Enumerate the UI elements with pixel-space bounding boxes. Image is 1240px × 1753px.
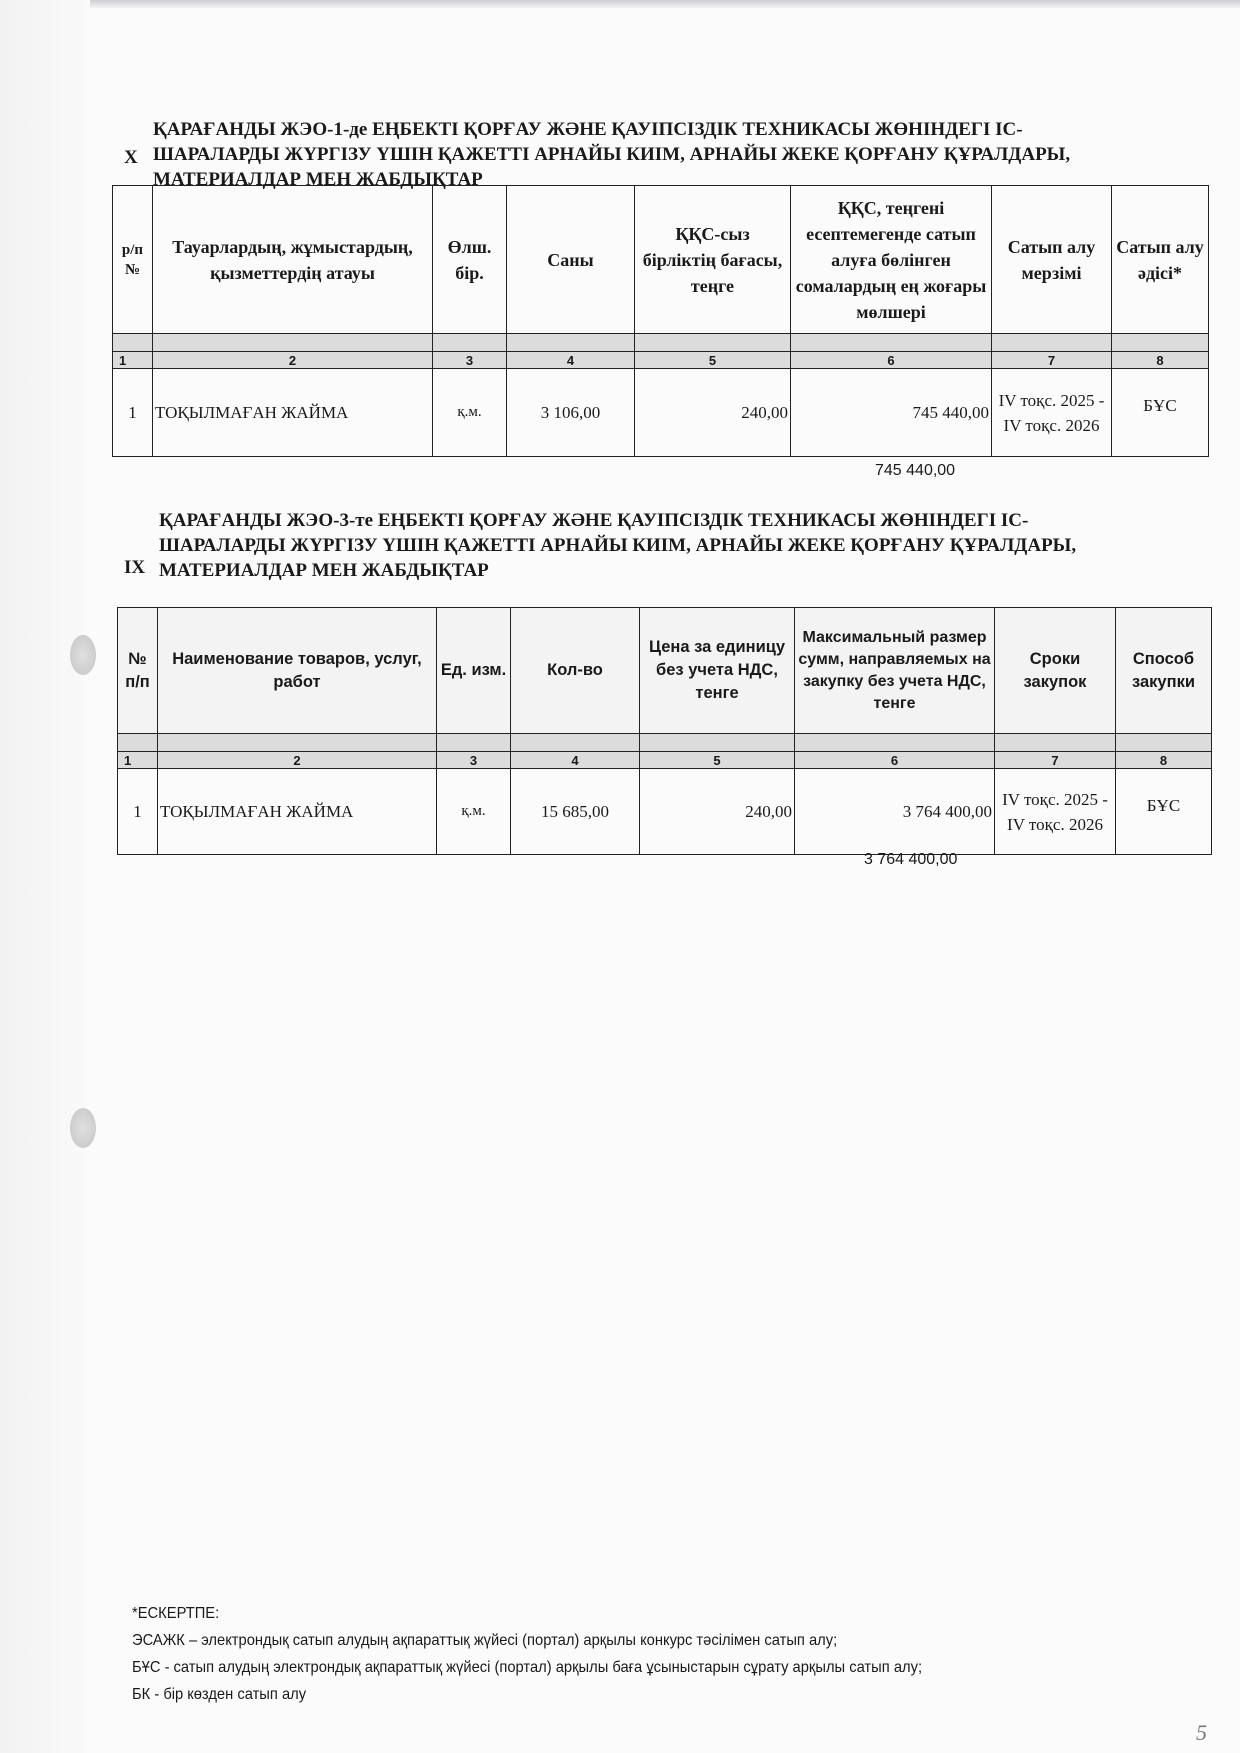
handwritten-page-number: 5 bbox=[1196, 1720, 1207, 1745]
column-number-row bbox=[118, 752, 1212, 769]
row-number: 1 bbox=[118, 769, 158, 855]
header-row bbox=[113, 186, 1209, 334]
section-title: ҚАРАҒАНДЫ ЖЭО-3-те ЕҢБЕКТІ ҚОРҒАУ ЖӘНЕ ҚАУІПСІЗДІК ТЕХНИКАСЫ ЖӨНІНДЕГІ ІС- ШАРАЛАРДЫ ЖҮРГІЗУ ҮШІН ҚАЖЕТТІ АРНАЙЫ КИІМ, АРНАЙЫ ЖЕКЕ ҚОРҒАНУ ҚҰРАЛДАРЫ, МАТЕРИАЛДАР МЕН ЖАБДЫҚТАР bbox=[159, 510, 1077, 581]
scan-top-edge bbox=[0, 0, 1240, 8]
punch-hole bbox=[70, 1108, 96, 1148]
punch-hole bbox=[70, 635, 96, 675]
header-cell: Ед. изм. bbox=[437, 608, 511, 734]
header-cell: Тауарлардың, жұмыстардың, қызметтердің атауы bbox=[153, 186, 433, 334]
unit-price: 240,00 bbox=[635, 369, 791, 457]
col-number: 1 bbox=[113, 352, 153, 369]
col-number: 5 bbox=[635, 352, 791, 369]
blank-row bbox=[118, 734, 1212, 752]
row-number: 1 bbox=[113, 369, 153, 457]
footnote-line: ЭСАЖК – электрондық сатып алудың ақпараттық жүйесі (портал) арқылы конкурс тәсілімен сатып алу; bbox=[132, 1632, 838, 1649]
item-name: ТОҚЫЛМАҒАН ЖАЙМА bbox=[153, 369, 433, 457]
col-number: 3 bbox=[433, 352, 507, 369]
footnote-line: БҰС - сатып алудың электрондық ақпараттық жүйесі (портал) арқылы баға ұсыныстарын сұрату арқылы сатып алу; bbox=[132, 1659, 923, 1676]
footnote bbox=[132, 1600, 922, 1708]
scan-left-margin bbox=[0, 0, 90, 1753]
unit: қ.м. bbox=[433, 369, 507, 457]
col-number: 8 bbox=[1116, 752, 1212, 769]
procurement-table-kazakh bbox=[112, 185, 1209, 457]
section-total: 3 764 400,00 bbox=[864, 851, 958, 868]
col-number: 1 bbox=[118, 752, 158, 769]
header-cell: Сатып алу әдісі* bbox=[1112, 186, 1209, 334]
procurement-method: БҰС bbox=[1112, 369, 1209, 457]
unit: қ.м. bbox=[437, 769, 511, 855]
header-cell: Наименование товаров, услуг, работ bbox=[158, 608, 437, 734]
item-name: ТОҚЫЛМАҒАН ЖАЙМА bbox=[158, 769, 437, 855]
header-cell: Кол-во bbox=[511, 608, 640, 734]
col-number: 7 bbox=[995, 752, 1116, 769]
header-cell: р/п № bbox=[113, 186, 153, 334]
section-number: IX bbox=[124, 557, 146, 578]
quantity: 3 106,00 bbox=[507, 369, 635, 457]
col-number: 4 bbox=[507, 352, 635, 369]
col-number: 5 bbox=[640, 752, 795, 769]
header-cell: Саны bbox=[507, 186, 635, 334]
section-title: ҚАРАҒАНДЫ ЖЭО-1-де ЕҢБЕКТІ ҚОРҒАУ ЖӘНЕ ҚАУІПСІЗДІК ТЕХНИКАСЫ ЖӨНІНДЕГІ ІС- ШАРАЛАРДЫ ЖҮРГІЗУ ҮШІН ҚАЖЕТТІ АРНАЙЫ КИІМ, АРНАЙЫ ЖЕКЕ ҚОРҒАНУ ҚҰРАЛДАРЫ, МАТЕРИАЛДАР МЕН ЖАБДЫҚТАР bbox=[153, 119, 1071, 190]
col-number: 7 bbox=[992, 352, 1112, 369]
footnote-line: БК - бір көзден сатып алу bbox=[132, 1686, 307, 1703]
header-cell: Максимальный размер сумм, направляемых на закупку без учета НДС, тенге bbox=[795, 608, 995, 734]
max-amount: 3 764 400,00 bbox=[795, 769, 995, 855]
header-cell: ҚҚС-сыз бірліктің бағасы, теңге bbox=[635, 186, 791, 334]
header-cell: № п/п bbox=[118, 608, 158, 734]
max-amount: 745 440,00 bbox=[791, 369, 992, 457]
procurement-period: IV тоқс. 2025 - IV тоқс. 2026 bbox=[995, 769, 1116, 855]
header-cell: Сроки закупок bbox=[995, 608, 1116, 734]
col-number: 4 bbox=[511, 752, 640, 769]
header-cell: ҚҚС, теңгені есептемегенде сатып алуға бөлінген сомалардың ең жоғары мөлшері bbox=[791, 186, 992, 334]
header-cell: Способ закупки bbox=[1116, 608, 1212, 734]
footnote-title: *ЕСКЕРТПЕ: bbox=[132, 1605, 220, 1622]
quantity: 15 685,00 bbox=[511, 769, 640, 855]
header-row bbox=[118, 608, 1212, 734]
section-total: 745 440,00 bbox=[875, 462, 956, 479]
header-cell: Сатып алу мерзімі bbox=[992, 186, 1112, 334]
col-number: 8 bbox=[1112, 352, 1209, 369]
col-number: 3 bbox=[437, 752, 511, 769]
col-number: 6 bbox=[791, 352, 992, 369]
blank-row bbox=[113, 334, 1209, 352]
col-number: 2 bbox=[158, 752, 437, 769]
col-number: 6 bbox=[795, 752, 995, 769]
table-row bbox=[113, 369, 1209, 457]
procurement-method: БҰС bbox=[1116, 769, 1212, 855]
header-cell: Өлш. бір. bbox=[433, 186, 507, 334]
header-cell: Цена за единицу без учета НДС, тенге bbox=[640, 608, 795, 734]
col-number: 2 bbox=[153, 352, 433, 369]
procurement-table-russian bbox=[117, 607, 1212, 855]
unit-price: 240,00 bbox=[640, 769, 795, 855]
column-number-row bbox=[113, 352, 1209, 369]
procurement-period: IV тоқс. 2025 - IV тоқс. 2026 bbox=[992, 369, 1112, 457]
section-number: X bbox=[124, 147, 138, 168]
table-row bbox=[118, 769, 1212, 855]
